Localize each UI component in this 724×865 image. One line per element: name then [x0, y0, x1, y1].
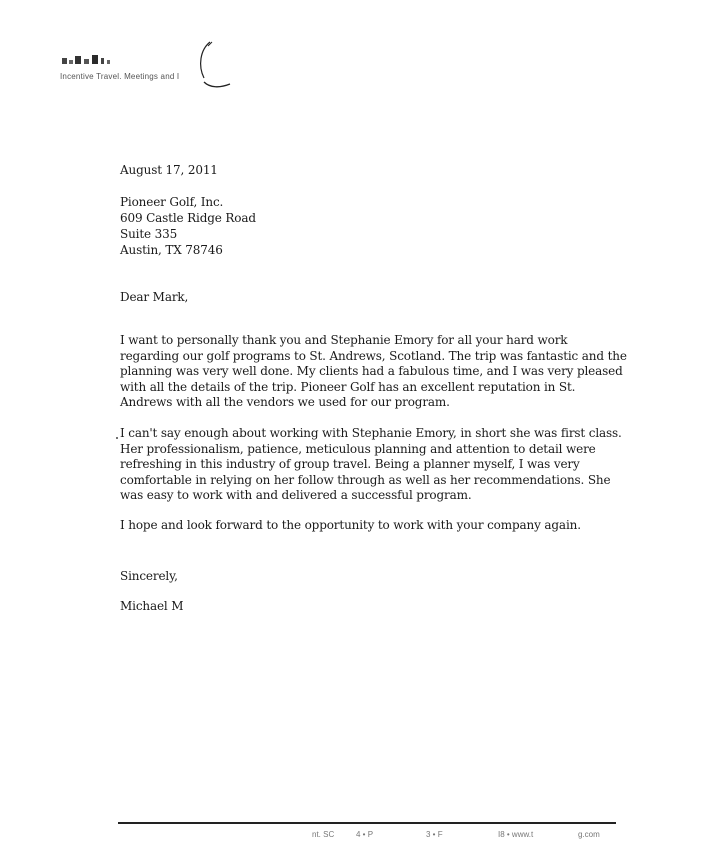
paragraph-line: with all the details of the trip. Pioneer Golf has an excellent reputation in St.	[120, 379, 576, 394]
footer-rule	[118, 822, 616, 824]
paragraph-line: Her professionalism, patience, meticulous planning and attention to detail were	[120, 441, 596, 456]
recipient-street: 609 Castle Ridge Road	[120, 211, 256, 225]
salutation: Dear Mark,	[120, 290, 189, 304]
recipient-suite: Suite 335	[120, 227, 178, 241]
paragraph-line: I can't say enough about working with Stephanie Emory, in short she was first class.	[120, 426, 622, 440]
paragraph-line: comfortable in relying on her follow through as well as her recommendations. She	[120, 472, 611, 487]
paragraph-line: regarding our golf programs to St. Andrews, Scotland. The trip was fantastic and the	[120, 348, 627, 363]
company-logo	[60, 46, 130, 68]
paragraph-line: I want to personally thank you and Stephanie Emory for all your hard work	[120, 333, 568, 347]
paragraph-line: I hope and look forward to the opportunity to work with your company again.	[120, 518, 581, 532]
letter-date: August 17, 2011	[120, 163, 218, 177]
paragraph-line: planning was very well done. My clients had a fabulous time, and I was very pleased	[120, 364, 623, 379]
paragraph-1	[120, 333, 627, 411]
paragraph-line: Andrews with all the vendors we used for our program.	[120, 395, 450, 410]
paragraph-2	[120, 426, 622, 504]
paragraph-line: was easy to work with and delivered a successful program.	[120, 488, 472, 503]
logo-swoosh-icon	[196, 38, 232, 96]
recipient-company: Pioneer Golf, Inc.	[120, 195, 224, 209]
stray-mark	[116, 437, 118, 439]
footer-website-end: g.com	[578, 830, 600, 839]
signature-name: Michael M	[120, 599, 184, 613]
footer-fax: 3 • F	[426, 830, 443, 839]
paragraph-3	[120, 518, 581, 534]
header-tagline: Incentive Travel. Meetings and I	[60, 72, 180, 81]
closing: Sincerely,	[120, 569, 178, 583]
footer-website: I8 • www.t	[498, 830, 534, 839]
footer-phone: 4 • P	[356, 830, 374, 839]
recipient-city-state-zip: Austin, TX 78746	[120, 243, 223, 257]
paragraph-line: refreshing in this industry of group travel. Being a planner myself, I was very	[120, 457, 580, 472]
footer-address: nt. SC	[312, 830, 335, 839]
